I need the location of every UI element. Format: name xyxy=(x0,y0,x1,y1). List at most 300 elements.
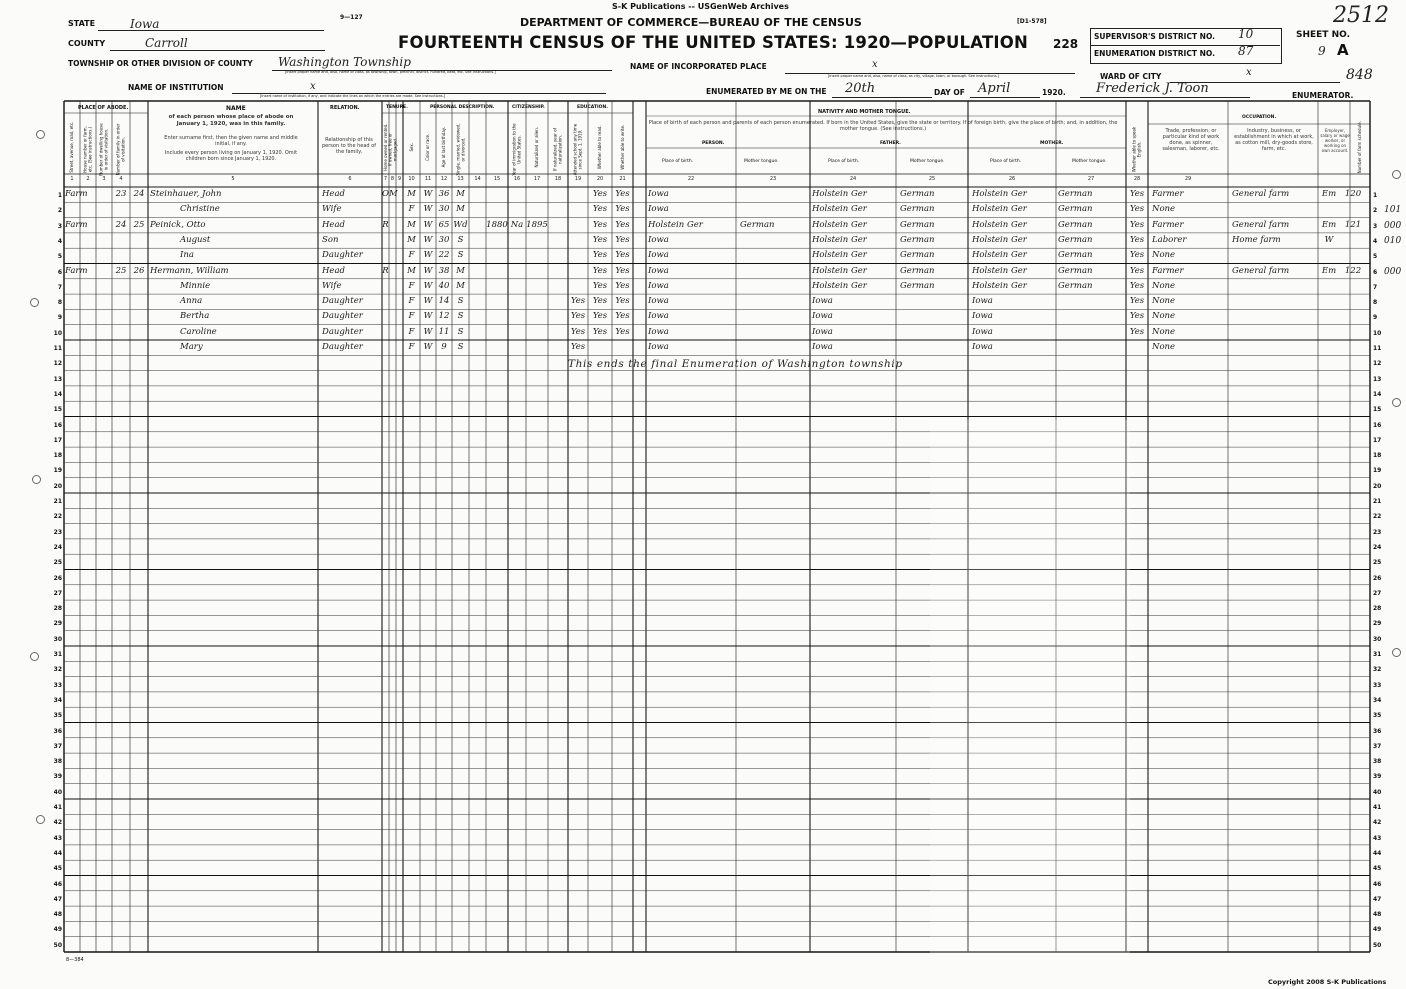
cell-birth: Iowa xyxy=(648,265,669,276)
cell-sex: F xyxy=(408,204,415,215)
cell-color: W xyxy=(423,219,433,230)
line-number-right: 38 xyxy=(1373,758,1382,766)
column-number: 24 xyxy=(849,176,857,182)
cell-farm: 120 xyxy=(1344,189,1362,199)
group-education: EDUCATION. xyxy=(577,105,608,110)
cell-name: Peinick, Otto xyxy=(150,219,206,230)
line-number-left: 49 xyxy=(53,926,62,934)
cell-father-tongue: German xyxy=(900,204,935,215)
line-number-right: 27 xyxy=(1373,589,1382,597)
line-number-right: 35 xyxy=(1373,712,1382,720)
cell-relation: Daughter xyxy=(322,311,363,322)
cell-english: Yes xyxy=(1129,296,1145,307)
cell-relation: Daughter xyxy=(322,250,363,261)
punch-hole xyxy=(1392,170,1401,179)
cell-trade: None xyxy=(1152,204,1176,215)
cell-english: Yes xyxy=(1129,250,1145,261)
cell-father-birth: Holstein Ger xyxy=(812,280,867,291)
cell-sex: F xyxy=(408,342,415,352)
column-number: 22 xyxy=(687,176,695,182)
cell-marital: S xyxy=(457,311,464,322)
cell-read: Yes xyxy=(592,204,608,215)
cell-birth: Iowa xyxy=(648,189,669,199)
cell-marital: S xyxy=(457,296,464,307)
cell-employer: Em xyxy=(1321,265,1337,276)
supervisor-label: SUPERVISOR'S DISTRICT NO. xyxy=(1094,32,1216,41)
cell-sex: M xyxy=(407,265,416,276)
line-number-left: 38 xyxy=(53,758,62,766)
person-birth-label: Place of birth. xyxy=(662,159,694,164)
line-number-left: 8 xyxy=(57,299,62,307)
line-number-right: 22 xyxy=(1373,513,1382,521)
incorporated-note: [Insert proper name and, also, name of class, as city, village, town, or borough. See instructions.] xyxy=(828,74,1000,78)
cell-mother-tongue: German xyxy=(1058,265,1093,276)
cell-mother-tongue: German xyxy=(1058,219,1093,230)
sub-column-header: Number of farm schedule. xyxy=(1356,121,1362,174)
cell-owned: R xyxy=(382,265,389,276)
column-number: 4 xyxy=(119,176,123,182)
line-number-left: 13 xyxy=(53,375,62,383)
cell-dwelling: 25 xyxy=(115,265,127,276)
column-number: 17 xyxy=(533,176,541,182)
column-number: 29 xyxy=(1184,176,1192,182)
punch-hole xyxy=(30,298,39,307)
line-number-right: 18 xyxy=(1373,452,1382,460)
line-number-left: 41 xyxy=(53,804,62,811)
line-number-right: 44 xyxy=(1373,849,1382,857)
cell-age: 9 xyxy=(441,342,447,352)
column-number: 15 xyxy=(493,176,501,182)
cell-age: 36 xyxy=(438,189,450,199)
line-number-right: 26 xyxy=(1373,574,1382,582)
cell-father-tongue: German xyxy=(900,280,935,291)
cell-family: 25 xyxy=(133,219,145,230)
line-number-right: 10 xyxy=(1373,329,1382,337)
cell-color: W xyxy=(423,296,433,307)
father-tongue-label: Mother tongue. xyxy=(910,159,945,164)
state-label: STATE xyxy=(68,19,96,28)
margin-note: 101 xyxy=(1384,205,1402,216)
cell-trade: Farmer xyxy=(1152,219,1184,230)
cell-tongue: German xyxy=(740,219,775,230)
line-number-right: 49 xyxy=(1373,926,1382,934)
column-number: 26 xyxy=(1008,176,1016,182)
line-number-right: 29 xyxy=(1373,620,1382,628)
cell-sex: M xyxy=(407,219,416,230)
sub-column-header: Home owned or rented. xyxy=(382,123,388,171)
column-number: 13 xyxy=(457,176,464,182)
cell-mother-birth: Holstein Ger xyxy=(972,250,1027,261)
punch-hole xyxy=(30,652,39,661)
township-label: TOWNSHIP OR OTHER DIVISION OF COUNTY xyxy=(68,59,253,68)
sub-column-header: Age at last birthday. xyxy=(440,127,446,168)
cell-name: August xyxy=(180,234,211,245)
column-number: 9 xyxy=(397,176,402,182)
line-number-right: 31 xyxy=(1373,651,1382,658)
cell-marital: S xyxy=(457,326,464,337)
sub-column-header: Color or race. xyxy=(424,133,430,161)
cell-father-birth: Holstein Ger xyxy=(812,189,867,199)
cell-english: Yes xyxy=(1129,234,1145,245)
cell-immig: 1880 xyxy=(486,219,508,230)
sheet-label: SHEET NO. xyxy=(1296,30,1350,40)
cell-mother-birth: Holstein Ger xyxy=(972,219,1027,230)
nativity-description: Place of birth of each person and parents of each person enumerated. If born in the United States, give the state or territory. If of foreign birth, give the place of birth; and, in addition, the mother tongue. (See instructions.) xyxy=(648,120,1118,132)
cell-industry: General farm xyxy=(1232,219,1290,230)
form-code: 9—127 xyxy=(340,14,363,21)
line-number-left: 15 xyxy=(53,406,62,414)
cell-read: Yes xyxy=(592,189,608,199)
mother-tongue-label: Mother tongue. xyxy=(1072,159,1107,164)
cell-write: Yes xyxy=(615,219,630,230)
cell-school: Yes xyxy=(570,296,586,307)
cell-marital: M xyxy=(456,204,465,215)
sub-column-header: Whether able to write. xyxy=(619,124,625,170)
column-number: 14 xyxy=(474,176,481,182)
cell-read: Yes xyxy=(592,219,608,230)
publisher-line: S-K Publications -- USGenWeb Archives xyxy=(612,2,789,11)
column-number: 16 xyxy=(513,176,521,182)
cell-father-tongue: German xyxy=(900,250,935,261)
cell-color: W xyxy=(423,265,433,276)
line-number-left: 43 xyxy=(53,834,62,842)
cell-natyear: 1895 xyxy=(526,219,548,230)
name-description-2: Enter surname first, then the given name and middle initial, if any. xyxy=(164,135,298,147)
line-number-right: 8 xyxy=(1373,299,1378,307)
cell-naturalized: Na xyxy=(510,219,524,230)
cell-age: 40 xyxy=(438,280,450,291)
sub-column-header: Whether able to speak English. xyxy=(1131,126,1141,173)
line-number-right: 1 xyxy=(1373,192,1378,199)
cell-read: Yes xyxy=(592,234,608,245)
township-note: [Insert proper name and, also, name of class, as township, town, precinct, district, hundred, beat, etc. See instructions.] xyxy=(285,70,496,74)
name-description-3: Include every person living on January 1, 1920. Omit children born since January 1, 1920. xyxy=(164,150,298,162)
cell-relation: Head xyxy=(322,265,345,276)
cell-read: Yes xyxy=(592,250,608,261)
occupation-trade-desc: Trade, profession, or particular kind of work done, as spinner, salesman, laborer, etc. xyxy=(1162,128,1220,152)
cell-father-birth: Iowa xyxy=(812,311,833,322)
cell-english: Yes xyxy=(1129,280,1145,291)
township-value: Washington Township xyxy=(278,55,411,69)
cell-father-tongue: German xyxy=(900,219,935,230)
line-number-left: 34 xyxy=(53,696,62,704)
line-number-right: 12 xyxy=(1373,360,1382,368)
cell-mother-birth: Holstein Ger xyxy=(972,234,1027,245)
cell-name: Hermann, William xyxy=(150,265,229,276)
cell-name: Bertha xyxy=(180,311,210,322)
cell-owned: R xyxy=(382,219,389,230)
cell-dwelling: 23 xyxy=(115,189,127,199)
cell-family: 26 xyxy=(133,265,145,276)
cell-read: Yes xyxy=(592,280,608,291)
cell-industry: Home farm xyxy=(1232,234,1281,245)
cell-color: W xyxy=(423,250,433,261)
cell-read: Yes xyxy=(592,296,608,307)
sub-column-header: Number of family in order of visitation. xyxy=(115,123,125,176)
column-number: 18 xyxy=(554,176,562,182)
line-number-left: 21 xyxy=(53,498,62,505)
line-number-right: 9 xyxy=(1373,314,1378,322)
column-number: 1 xyxy=(70,176,74,182)
cell-marital: M xyxy=(456,280,465,291)
cell-relation: Wife xyxy=(322,280,342,291)
cell-trade: Farmer xyxy=(1152,265,1184,276)
cell-school: Yes xyxy=(570,311,586,322)
group-occupation: OCCUPATION. xyxy=(1242,115,1277,120)
sub-column-header: Sex. xyxy=(408,142,414,152)
state-value: Iowa xyxy=(130,17,160,31)
line-number-right: 11 xyxy=(1373,345,1382,352)
cell-name: Anna xyxy=(180,296,203,307)
sub-column-header: Naturalized or alien. xyxy=(533,126,539,168)
line-number-left: 9 xyxy=(57,314,62,322)
column-number: 11 xyxy=(424,176,432,182)
cell-birth: Iowa xyxy=(648,296,669,307)
cell-english: Yes xyxy=(1129,326,1145,337)
line-number-left: 35 xyxy=(53,712,62,720)
cell-marital: S xyxy=(457,342,464,352)
cell-father-tongue: German xyxy=(900,265,935,276)
supervisor-value: 10 xyxy=(1238,27,1254,41)
cell-father-birth: Iowa xyxy=(812,296,833,307)
cell-write: Yes xyxy=(615,189,630,199)
line-number-right: 24 xyxy=(1373,543,1382,551)
cell-age: 22 xyxy=(438,250,450,261)
cell-sex: F xyxy=(408,250,415,261)
cell-birth: Holstein Ger xyxy=(648,219,703,230)
day-of-label: DAY OF xyxy=(934,88,965,97)
cell-sex: F xyxy=(408,326,415,337)
sheet-letter: A xyxy=(1337,41,1349,59)
enumerator-label: ENUMERATOR. xyxy=(1292,91,1354,100)
column-number: 12 xyxy=(440,176,448,182)
cell-farm: 122 xyxy=(1344,265,1362,276)
line-number-right: 16 xyxy=(1373,421,1382,429)
enumeration-label: ENUMERATION DISTRICT NO. xyxy=(1094,49,1215,58)
year-label: 1920. xyxy=(1042,88,1066,97)
group-mother: MOTHER. xyxy=(1040,141,1064,146)
institution-label: NAME OF INSTITUTION xyxy=(128,83,224,92)
line-number-left: 32 xyxy=(53,666,62,674)
line-number-right: 32 xyxy=(1373,666,1382,674)
cell-read: Yes xyxy=(592,265,608,276)
column-number: 23 xyxy=(769,176,777,182)
column-number: 27 xyxy=(1087,176,1095,182)
cell-street: Farm xyxy=(65,189,88,199)
incorporated-value: x xyxy=(872,59,878,70)
line-number-left: 7 xyxy=(57,283,62,291)
line-number-right: 37 xyxy=(1373,742,1382,750)
line-number-left: 19 xyxy=(53,467,62,475)
cell-trade: Farmer xyxy=(1152,189,1184,199)
cell-marital: Wd xyxy=(453,219,468,230)
column-number: 21 xyxy=(619,176,626,182)
punch-hole xyxy=(1392,398,1401,407)
name-description: of each person whose place of abode on January 1, 1920, was in this family. xyxy=(168,114,294,127)
cell-english: Yes xyxy=(1129,204,1145,215)
column-number: 20 xyxy=(596,176,604,182)
sub-column-header: Street, avenue, road, etc. xyxy=(68,121,74,173)
line-number-left: 12 xyxy=(53,360,62,368)
cell-street: Farm xyxy=(65,265,88,276)
cell-trade: None xyxy=(1152,250,1176,261)
cell-trade: None xyxy=(1152,326,1176,337)
ward-value: x xyxy=(1246,67,1252,78)
cell-english: Yes xyxy=(1129,219,1145,230)
line-number-left: 25 xyxy=(53,559,62,567)
line-number-left: 14 xyxy=(53,390,62,398)
punch-hole xyxy=(1392,648,1401,657)
cell-marital: S xyxy=(457,234,464,245)
cell-employer: Em xyxy=(1321,189,1337,199)
punch-hole xyxy=(32,475,41,484)
cell-relation: Daughter xyxy=(322,326,363,337)
cell-name: Caroline xyxy=(180,326,217,337)
cell-industry: General farm xyxy=(1232,189,1290,199)
cell-marital: M xyxy=(456,265,465,276)
line-number-right: 33 xyxy=(1373,681,1382,689)
cell-birth: Iowa xyxy=(648,280,669,291)
fade-overlay xyxy=(930,420,1130,960)
line-number-right: 5 xyxy=(1373,253,1378,261)
group-relation: RELATION. xyxy=(330,105,360,111)
cell-age: 30 xyxy=(438,234,450,245)
column-number: 10 xyxy=(408,176,415,182)
line-number-left: 4 xyxy=(57,237,62,245)
punch-hole xyxy=(36,815,45,824)
cell-read: Yes xyxy=(592,326,608,337)
line-number-right: 47 xyxy=(1373,895,1382,903)
cell-employer: W xyxy=(1324,234,1334,245)
line-number-right: 7 xyxy=(1373,283,1378,291)
line-number-right: 17 xyxy=(1373,436,1382,444)
cell-color: W xyxy=(423,342,433,352)
cell-father-tongue: German xyxy=(900,234,935,245)
margin-note: 000 xyxy=(1384,220,1402,231)
cell-age: 14 xyxy=(438,296,450,307)
line-number-right: 42 xyxy=(1373,819,1382,827)
side-number: 848 xyxy=(1346,67,1373,83)
line-number-right: 6 xyxy=(1373,268,1378,276)
column-number: 6 xyxy=(348,176,352,182)
cell-color: W xyxy=(423,234,433,245)
sub-column-header: House number or farm, etc. (See instructions.) xyxy=(82,126,92,173)
line-number-right: 48 xyxy=(1373,911,1382,919)
mother-birth-label: Place of birth. xyxy=(990,159,1022,164)
cell-trade: Laborer xyxy=(1152,234,1187,245)
line-number-left: 23 xyxy=(53,528,62,536)
cell-father-birth: Holstein Ger xyxy=(812,250,867,261)
cell-birth: Iowa xyxy=(648,342,669,352)
sub-column-header: Whether able to read. xyxy=(596,125,602,170)
cell-write: Yes xyxy=(615,311,630,322)
cell-name: Minnie xyxy=(180,280,211,291)
line-number-left: 29 xyxy=(53,620,62,628)
father-birth-label: Place of birth. xyxy=(828,159,860,164)
cell-father-birth: Iowa xyxy=(812,326,833,337)
cell-mother-tongue: German xyxy=(1058,189,1093,199)
line-number-right: 36 xyxy=(1373,727,1382,735)
line-number-right: 15 xyxy=(1373,406,1382,414)
line-number-right: 30 xyxy=(1373,635,1382,643)
cell-color: W xyxy=(423,204,433,215)
cell-name: Mary xyxy=(180,342,203,352)
line-number-left: 46 xyxy=(53,880,62,888)
cell-write: Yes xyxy=(615,204,630,215)
cell-birth: Iowa xyxy=(648,311,669,322)
line-number-left: 2 xyxy=(57,207,62,215)
line-number-right: 50 xyxy=(1373,941,1382,949)
sub-column-header: Number of dwelling house in order of visitation. xyxy=(98,123,108,176)
cell-relation: Head xyxy=(322,219,345,230)
cell-father-birth: Holstein Ger xyxy=(812,219,867,230)
cell-farm: 121 xyxy=(1344,219,1362,230)
line-number-right: 34 xyxy=(1373,696,1382,704)
line-number-left: 18 xyxy=(53,452,62,460)
line-number-left: 1 xyxy=(57,192,62,199)
occupation-employer-desc: Employer, salary or wage worker, or working on own account. xyxy=(1320,128,1350,153)
cell-write: Yes xyxy=(615,234,630,245)
line-number-right: 20 xyxy=(1373,482,1382,490)
line-number-right: 21 xyxy=(1373,498,1382,505)
line-number-left: 26 xyxy=(53,574,62,582)
line-number-left: 17 xyxy=(53,436,62,444)
line-number-left: 37 xyxy=(53,742,62,750)
cell-mother-tongue: German xyxy=(1058,280,1093,291)
occupation-industry-desc: Industry, business, or establishment in which at work, as cotton mill, dry-goods store, farm, etc. xyxy=(1234,128,1314,152)
page-number: 228 xyxy=(1053,37,1079,51)
line-number-right: 19 xyxy=(1373,467,1382,475)
cell-school: Yes xyxy=(570,326,586,337)
line-number-left: 44 xyxy=(53,849,62,857)
column-number: 19 xyxy=(574,176,582,182)
cell-birth: Iowa xyxy=(648,234,669,245)
cell-write: Yes xyxy=(615,250,630,261)
line-number-left: 40 xyxy=(53,788,62,796)
line-number-left: 42 xyxy=(53,819,62,827)
line-number-right: 3 xyxy=(1373,222,1378,230)
line-number-left: 45 xyxy=(53,865,62,873)
cell-name: Christine xyxy=(180,204,220,215)
column-number: 3 xyxy=(102,176,106,182)
sub-column-header: If naturalized, year of naturalization. xyxy=(552,128,562,171)
cell-family: 24 xyxy=(133,189,145,199)
group-place-of-abode: PLACE OF ABODE. xyxy=(78,105,129,111)
column-number: 25 xyxy=(928,176,936,182)
cell-school: Yes xyxy=(570,342,586,352)
cell-sex: F xyxy=(408,296,415,307)
institution-note: [Insert name of institution, if any, and indicate the lines on which the entries are made. See instructions.] xyxy=(260,94,446,98)
enumerated-label: ENUMERATED BY ME ON THE xyxy=(706,87,827,96)
cell-write: Yes xyxy=(615,265,630,276)
cell-sex: F xyxy=(408,280,415,291)
institution-value: x xyxy=(310,81,316,92)
incorporated-label: NAME OF INCORPORATED PLACE xyxy=(630,62,767,71)
cell-birth: Iowa xyxy=(648,326,669,337)
column-number: 7 xyxy=(383,176,388,182)
cell-name: Steinhauer, John xyxy=(150,189,222,199)
column-number: 8 xyxy=(390,176,395,182)
line-number-left: 16 xyxy=(53,421,62,429)
cell-birth: Iowa xyxy=(648,204,669,215)
cell-father-tongue: German xyxy=(900,189,935,199)
cell-father-birth: Iowa xyxy=(812,342,833,352)
line-number-right: 39 xyxy=(1373,773,1382,781)
cell-color: W xyxy=(423,280,433,291)
cell-mother-birth: Iowa xyxy=(972,326,993,337)
cell-relation: Daughter xyxy=(322,296,363,307)
stamp-number: 2512 xyxy=(1333,3,1389,28)
